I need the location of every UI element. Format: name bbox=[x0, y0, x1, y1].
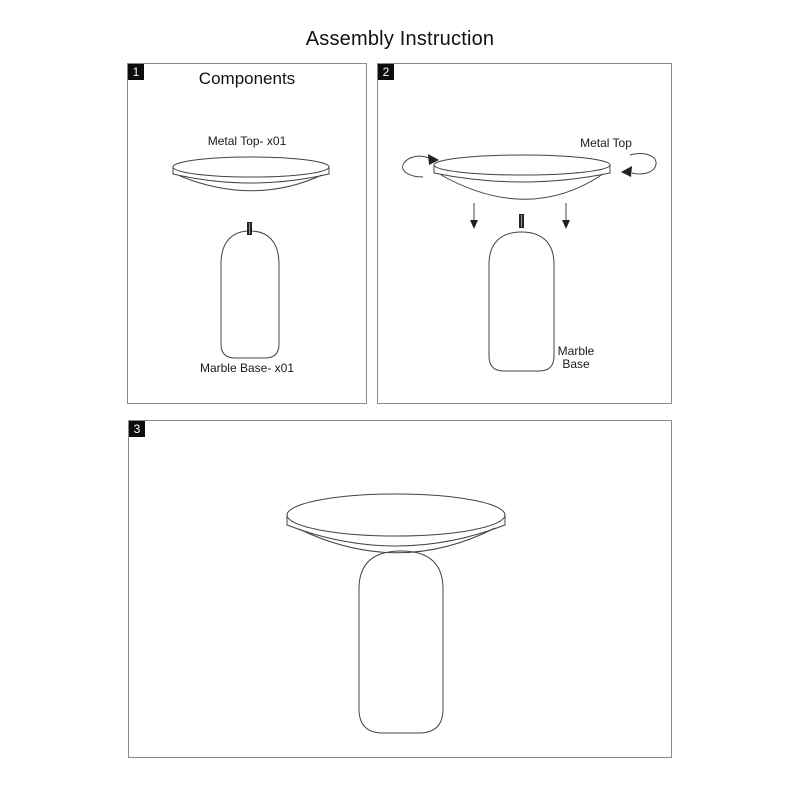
panel-step2 bbox=[377, 63, 672, 404]
step-number-badge: 2 bbox=[378, 64, 394, 80]
marble-base-drawing bbox=[221, 222, 279, 358]
marble-base-label bbox=[536, 345, 616, 371]
step2-drawing bbox=[378, 64, 671, 403]
down-arrow-icon bbox=[470, 203, 478, 229]
metal-top-label: Metal Top bbox=[580, 136, 632, 150]
down-arrow-icon bbox=[562, 203, 570, 229]
components-heading: Components bbox=[198, 69, 296, 88]
marble-base-label: Marble Base- x01 bbox=[199, 361, 295, 375]
metal-top-label: Metal Top- x01 bbox=[207, 134, 287, 148]
components-drawing bbox=[128, 64, 366, 403]
rotate-arrow-right-icon bbox=[621, 154, 656, 177]
metal-top-drawing bbox=[173, 157, 329, 191]
panel-components bbox=[127, 63, 367, 404]
page-title: Assembly Instruction bbox=[305, 28, 495, 50]
metal-top-drawing bbox=[287, 494, 505, 553]
peg-icon bbox=[519, 214, 524, 228]
assembled-table-drawing bbox=[129, 421, 671, 757]
marble-base-label-line2: Base bbox=[562, 357, 590, 371]
marble-base-label-line1: Marble bbox=[557, 344, 595, 358]
step-number-badge: 1 bbox=[128, 64, 144, 80]
step-number-badge: 3 bbox=[129, 421, 145, 437]
metal-top-drawing bbox=[434, 155, 610, 199]
marble-base-drawing bbox=[359, 551, 443, 733]
peg-icon bbox=[247, 222, 252, 235]
panel-step3 bbox=[128, 420, 672, 758]
